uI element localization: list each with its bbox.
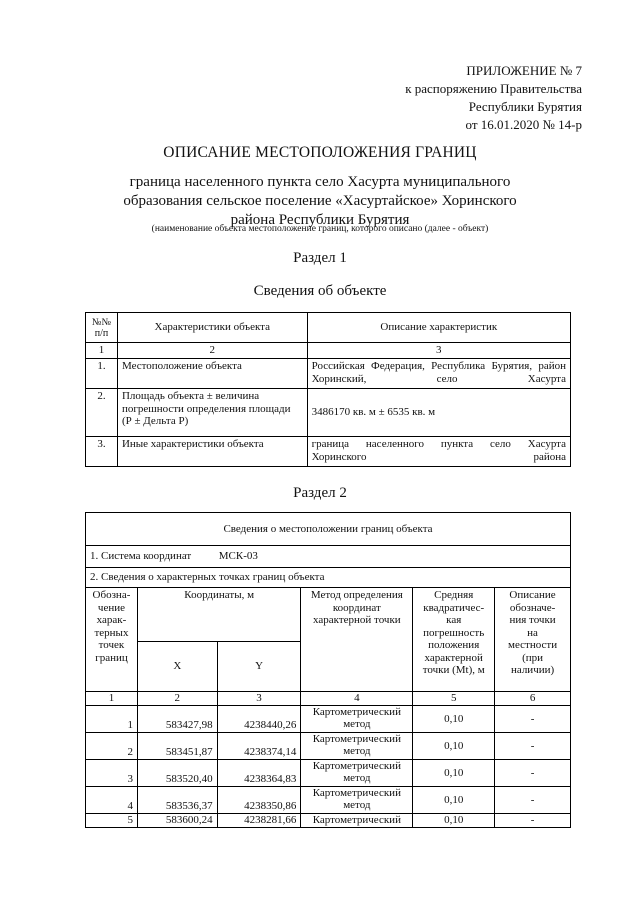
header-cell <box>86 313 118 343</box>
column-number: 3 <box>307 343 570 359</box>
table-row <box>86 733 571 760</box>
appendix-line: Республики Бурятия <box>468 99 582 114</box>
header-designation: Обозна- чение харак- терных точек границ <box>86 588 138 692</box>
point-y: 4238364,83 <box>217 760 301 787</box>
header-description: Описание обозначе- ния точки на местности (при наличии) <box>495 588 571 692</box>
column-number: 1 <box>86 692 138 706</box>
subject-line: образования сельское поселение «Хасуртайское» Хоринского <box>123 193 517 209</box>
row-number: 3. <box>86 437 118 467</box>
subject-name <box>110 173 530 230</box>
point-x: 583427,98 <box>137 706 217 733</box>
section2-heading: Раздел 2 <box>293 485 347 501</box>
point-method: Картометрический метод <box>301 787 413 814</box>
column-number: 2 <box>137 692 217 706</box>
subject-line: граница населенного пункта село Хасурта муниципального <box>129 174 511 190</box>
table-row <box>86 437 571 467</box>
row-number: 1. <box>86 359 118 389</box>
row-number: 2. <box>86 389 118 437</box>
header-error: Средняя квадратичес- кая погрешность положения характерной точки (Мt), м <box>413 588 495 692</box>
column-number: 2 <box>117 343 307 359</box>
column-number: 3 <box>217 692 301 706</box>
column-number: 5 <box>413 692 495 706</box>
boundary-points-table <box>85 512 571 828</box>
row-description: 3486170 кв. м ± 6535 кв. м <box>307 389 570 437</box>
page-title: ОПИСАНИЕ МЕСТОПОЛОЖЕНИЯ ГРАНИЦ <box>163 144 477 161</box>
section1-heading: Раздел 1 <box>293 250 347 266</box>
header-cell: Характеристики объекта <box>117 313 307 343</box>
point-method: Картометрический метод <box>301 760 413 787</box>
row-description: Российская Федерация, Республика Бурятия, район Хоринский, село Хасурта <box>307 359 570 389</box>
row-name: Площадь объекта ± величина погрешности определения площади (Р ± Дельта Р) <box>117 389 307 437</box>
point-mt: 0,10 <box>413 760 495 787</box>
point-number: 3 <box>86 760 138 787</box>
header-number: №№ п/п <box>91 316 112 339</box>
point-x: 583520,40 <box>137 760 217 787</box>
point-y: 4238350,86 <box>217 787 301 814</box>
subject-note: (наименование объекта местоположение границ, которого описано (далее - объект) <box>151 224 489 234</box>
header-y: Y <box>217 642 301 692</box>
row-name: Иные характеристики объекта <box>117 437 307 467</box>
point-y: 4238374,14 <box>217 733 301 760</box>
point-mt: 0,10 <box>413 706 495 733</box>
point-mt: 0,10 <box>413 733 495 760</box>
table-row <box>86 359 571 389</box>
point-method: Картометрический метод <box>301 706 413 733</box>
table-title: Сведения о местоположении границ объекта <box>86 513 571 546</box>
point-method: Картометрический <box>301 814 413 828</box>
point-y: 4238281,66 <box>217 814 301 828</box>
appendix-block <box>405 62 582 134</box>
point-number: 1 <box>86 706 138 733</box>
table-title-row <box>86 513 571 546</box>
point-desc: - <box>495 760 571 787</box>
column-number-row <box>86 343 571 359</box>
point-y: 4238440,26 <box>217 706 301 733</box>
header-cell: Описание характеристик <box>307 313 570 343</box>
row-name: Местоположение объекта <box>117 359 307 389</box>
section1-subheading: Сведения об объекте <box>253 283 387 299</box>
point-desc: - <box>495 787 571 814</box>
column-number: 1 <box>86 343 118 359</box>
point-x: 583451,87 <box>137 733 217 760</box>
header-method: Метод определения координат характерной точки <box>301 588 413 692</box>
table-row <box>86 706 571 733</box>
appendix-line: к распоряжению Правительства <box>405 81 582 96</box>
point-desc: - <box>495 814 571 828</box>
points-caption: 2. Сведения о характерных точках границ объекта <box>86 568 571 588</box>
header-coords: Координаты, м <box>137 588 300 642</box>
coord-system-row <box>86 546 571 568</box>
point-desc: - <box>495 706 571 733</box>
point-desc: - <box>495 733 571 760</box>
subject-line: района Республики Бурятия <box>230 212 410 228</box>
table-row <box>86 760 571 787</box>
point-number: 5 <box>86 814 138 828</box>
point-mt: 0,10 <box>413 787 495 814</box>
appendix-line: от 16.01.2020 № 14-р <box>465 117 582 132</box>
column-number: 6 <box>495 692 571 706</box>
point-x: 583600,24 <box>137 814 217 828</box>
coord-system <box>86 546 571 568</box>
appendix-line: ПРИЛОЖЕНИЕ № 7 <box>466 63 582 78</box>
point-x: 583536,37 <box>137 787 217 814</box>
header-x: X <box>137 642 217 692</box>
coord-system-label: 1. Система координат <box>90 550 192 563</box>
point-mt: 0,10 <box>413 814 495 828</box>
point-method: Картометрический метод <box>301 733 413 760</box>
coord-system-value: МСК-03 <box>218 550 258 563</box>
points-caption-row <box>86 568 571 588</box>
point-number: 2 <box>86 733 138 760</box>
point-number: 4 <box>86 787 138 814</box>
object-info-table <box>85 312 571 467</box>
table-row <box>86 814 571 828</box>
row-description: граница населенного пункта село Хасурта Хоринского района <box>307 437 570 467</box>
table-row <box>86 389 571 437</box>
column-number: 4 <box>301 692 413 706</box>
column-number-row <box>86 692 571 706</box>
table-row <box>86 787 571 814</box>
table-header-row <box>86 313 571 343</box>
table-header-row <box>86 588 571 642</box>
